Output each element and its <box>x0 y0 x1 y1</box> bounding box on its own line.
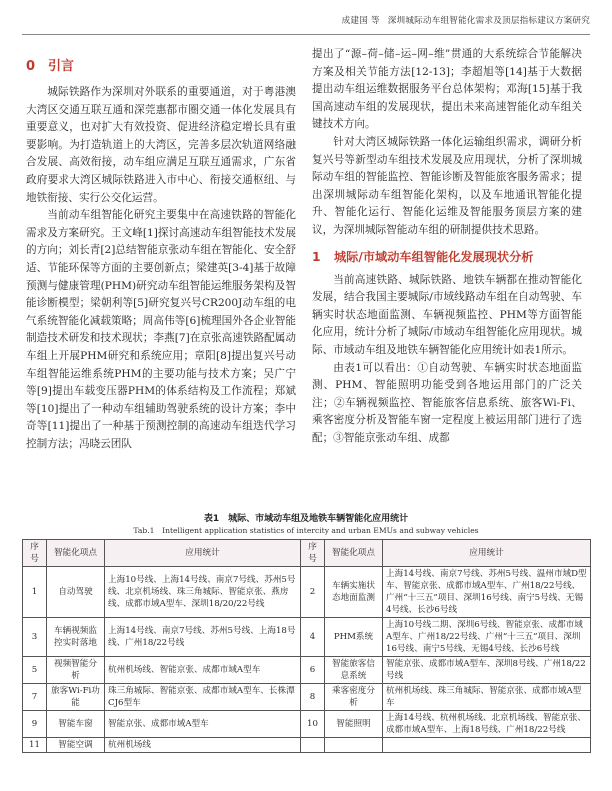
table-cell-item: PHM系统 <box>325 618 383 657</box>
intro-paragraph-2: 当前动车组智能化研究主要集中在高速铁路的智能化需求及方案研究。王文峰[1]探讨高速动车组智能技术发展的方向；刘长青[2]总结智能京张动车组在智能化、安全舒适、节能环保等方面的主要创新点；梁建英[3-4]基于故障预测与健康管理(PHM)研究动车组智能运维服务架构及智能诊断模型；梁朝利等[5]研究复兴号CR200J动车组的电气系统智能化减载策略；周高伟等[6]梳理国外各企业智能制造技术研发和技术现状；李燕[7]在京张高速铁路配属动车组上开展PHM研究和系统应用；章阳[8]提出复兴号动车组智能运维系统PHM的主要功能与技术方案；吴广宁等[9]提出车载变压器PHM的体系结构及工作流程；郑斌等[10]提出了一种动车组辅助驾驶系统的设计方案；李中奇等[11]提出了一种基于预测控制的高速动车组迭代学习控制方法；冯晓云团队 <box>26 209 296 450</box>
table-cell-item: 自动驾驶 <box>47 567 105 618</box>
table-header-cell: 序号 <box>23 540 47 567</box>
application-statistics-table <box>22 539 591 753</box>
table-cell-stats: 上海10号线、上海14号线、南京7号线、苏州5号线、北京机场线、珠三角城际、智能京张、燕房线、成都市域A型车、深圳18/20/22号线 <box>105 567 301 618</box>
table-header-row <box>23 540 591 567</box>
table-cell-index: 8 <box>301 684 325 711</box>
table-caption-en: Tab.1 Intelligent application statistics of intercity and urban EMUs and subway vehicles <box>133 526 479 535</box>
section-0-heading: 引言 <box>48 59 75 74</box>
right-column <box>312 46 582 447</box>
table-cell-index: 4 <box>301 618 325 657</box>
table-cell-stats: 智能京张、成都市域A型车、深圳8号线、广州18/22号线 <box>383 657 591 684</box>
table-cell-index: 6 <box>301 657 325 684</box>
table-header-cell: 智能化项点 <box>47 540 105 567</box>
header-authors: 成建国 等 <box>341 16 380 26</box>
table-cell-index: 10 <box>301 711 325 738</box>
table-header-cell: 序号 <box>301 540 325 567</box>
table-row <box>23 738 591 753</box>
table-cell-stats: 上海14号线、南京7号线、苏州5号线、上海18号线、广州18/22号线 <box>105 618 301 657</box>
intro-paragraph-1: 城际铁路作为深圳对外联系的重要通道，对于粤港澳大湾区交通互联互通和深莞惠都市圈交通一体化发展具有重要意义，也对扩大有效投资、促进经济稳定增长具有重要影响。为打造轨道上的大湾区，完善多层次轨道网络融合发展、高效衔接，动车组应满足互联互通需求，广东省政府要求大湾区城际铁路进入市中心、衔接交通枢纽、与地铁衔接、实行公交化运营。 <box>26 86 296 204</box>
table-cell-stats: 杭州机场线、珠三角城际、智能京张、成都市域A型车 <box>383 684 591 711</box>
table-cell-index <box>301 738 325 753</box>
header-rule <box>22 34 590 35</box>
table-caption-cn: 表1 城际、市域动车组及地铁车辆智能化应用统计 <box>203 514 409 524</box>
table-cell-stats: 杭州机场线 <box>105 738 301 753</box>
table-header-cell: 应用统计 <box>105 540 301 567</box>
table-cell-index: 1 <box>23 567 47 618</box>
intro-paragraph-3: 提出了“源–荷–储–运–网–维”贯通的大系统综合节能解决方案及相关节能方法[12-13]；李超旭等[14]基于大数据提出动车组运维数据服务平台总体架构；邓海[15]基于我国高速动车组的发展现状，提出未来高速智能化动车组关键技术方向。 <box>312 48 582 131</box>
table-cell-item: 乘客密度分析 <box>325 684 383 711</box>
table-cell-item <box>325 738 383 753</box>
table-cell-stats: 杭州机场线、智能京张、成都市域A型车 <box>105 657 301 684</box>
table-cell-stats: 珠三角城际、智能京张、成都市域A型车、长株潭CJ6型车 <box>105 684 301 711</box>
table-cell-stats: 智能京张、成都市域A型车 <box>105 711 301 738</box>
left-column <box>26 48 296 453</box>
table-cell-index: 9 <box>23 711 47 738</box>
section-1-title <box>312 246 582 268</box>
table-cell-index: 5 <box>23 657 47 684</box>
section-0-number: 0 <box>26 59 36 74</box>
table-row <box>23 657 591 684</box>
table-cell-stats: 上海14号线、杭州机场线、北京机场线、智能京张、成都市域A型车、上海18号线、广州18/22号线 <box>383 711 591 738</box>
header-title: 深圳城际动车组智能化需求及顶层指标建议方案研究 <box>387 16 590 26</box>
table-cell-index: 3 <box>23 618 47 657</box>
table-cell-index: 11 <box>23 738 47 753</box>
table-header-cell: 智能化项点 <box>325 540 383 567</box>
section-0-title <box>26 56 296 78</box>
table-cell-index: 2 <box>301 567 325 618</box>
intro-paragraph-4: 针对大湾区城际铁路一体化运输组织需求，调研分析复兴号等新型动车组技术发展及应用现状，分析了深圳城际动车组的智能监控、智能诊断及智能旅客服务需求；提出深圳城际动车组智能化架构，以及车地通讯智能化提升、智能化运行、智能化运维及智能服务顶层方案的建议，为深圳城际智能动车组的研制提供技术思路。 <box>312 135 582 236</box>
table-row <box>23 567 591 618</box>
table-cell-stats: 上海10号线二期、深圳6号线、智能京张、成都市域A型车、广州18/22号线、广州“十三五”项目、深圳16号线、南宁5号线、无锡4号线、长沙6号线 <box>383 618 591 657</box>
table-cell-item: 智能空调 <box>47 738 105 753</box>
section-1-heading: 城际/市域动车组智能化发展现状分析 <box>334 249 534 264</box>
table-cell-item: 车辆实施状态地面监测 <box>325 567 383 618</box>
table-cell-item: 智能照明 <box>325 711 383 738</box>
status-paragraph-2: 由表1可以看出：①自动驾驶、车辆实时状态地面监测、PHM、智能照明功能受到各地运用部门的广泛关注；②车辆视频监控、智能旅客信息系统、旅客Wi-Fi、乘客密度分析及智能车窗一定程度上被运用部门进行了选配；③智能京张动车组、成都 <box>312 361 582 444</box>
table-1 <box>22 513 590 753</box>
running-header <box>0 14 590 26</box>
table-cell-index: 7 <box>23 684 47 711</box>
section-1-number: 1 <box>312 249 321 264</box>
table-row <box>23 618 591 657</box>
table-cell-item: 智能旅客信息系统 <box>325 657 383 684</box>
table-cell-item: 旅客Wi-Fi功能 <box>47 684 105 711</box>
table-cell-item: 车辆视频监控实时落地 <box>47 618 105 657</box>
table-row <box>23 711 591 738</box>
table-cell-stats: 上海14号线、南京7号线、苏州5号线、温州市域D型车、智能京张、成都市域A型车、广州18/22号线、广州“十三五”项目、深圳16号线、南宁5号线、无锡4号线、长沙6号线 <box>383 567 591 618</box>
table-header-cell: 应用统计 <box>383 540 591 567</box>
status-paragraph-1: 当前高速铁路、城际铁路、地铁车辆都在推动智能化发展，结合我国主要城际/市域线路动车组在自动驾驶、车辆实时状态地面监测、车辆视频监控、PHM等方面智能化应用，统计分析了城际/市域动车组智能化应用现状。城际、市域动车组及地铁车辆智能化应用统计如表1所示。 <box>312 273 582 356</box>
table-row <box>23 684 591 711</box>
table-cell-item: 智能车窗 <box>47 711 105 738</box>
table-cell-item: 视频智能分析 <box>47 657 105 684</box>
table-cell-stats <box>383 738 591 753</box>
